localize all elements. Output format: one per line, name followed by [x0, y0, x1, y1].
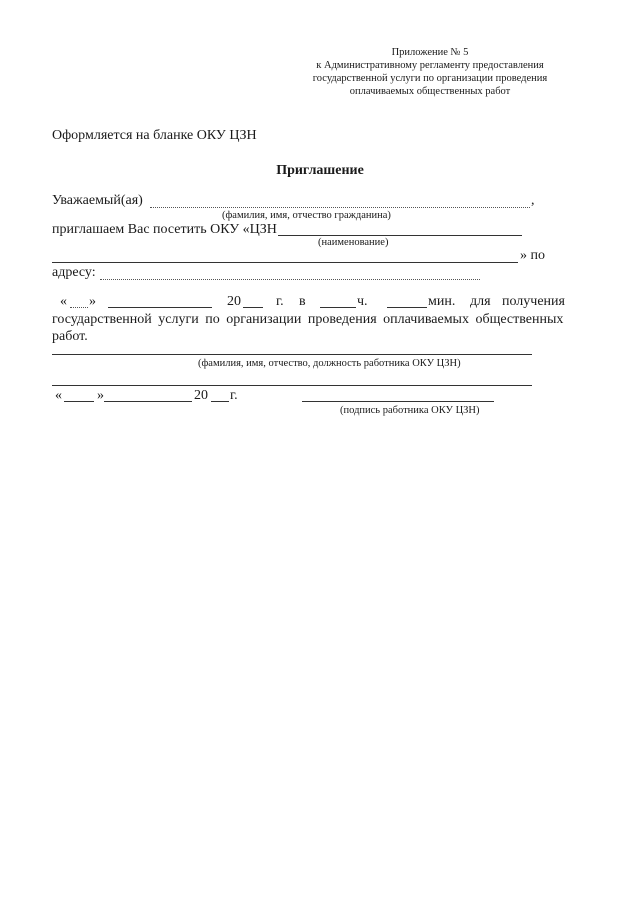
- sign-month-line[interactable]: [104, 401, 192, 402]
- dear-label: Уважаемый(ая): [52, 193, 143, 208]
- service-line: государственной услуги по организации проведения оплачиваемых общественных: [52, 312, 564, 327]
- hours-line[interactable]: [320, 307, 356, 308]
- signature-line[interactable]: [302, 401, 494, 402]
- in-label: в: [299, 294, 306, 309]
- czn-name-line-2[interactable]: [52, 262, 518, 263]
- blank-note: Оформляется на бланке ОКУ ЦЗН: [52, 128, 257, 143]
- year-label: г.: [276, 294, 284, 309]
- appendix-line-4: оплачиваемых общественных работ: [349, 86, 511, 97]
- sign-date-quote-open: «: [55, 388, 62, 403]
- day-line[interactable]: [70, 307, 88, 308]
- for-word: для: [470, 294, 491, 309]
- minutes-label: мин.: [428, 294, 456, 309]
- receiving-word: получения: [502, 294, 565, 309]
- appendix-number: Приложение № 5: [391, 47, 469, 58]
- sign-date-quote-close: »: [97, 388, 104, 403]
- address-line[interactable]: [100, 279, 480, 280]
- date-quote-close: »: [89, 294, 96, 309]
- invite-text: приглашаем Вас посетить ОКУ «ЦЗН: [52, 222, 277, 237]
- czn-name-line[interactable]: [278, 235, 522, 236]
- recipient-name-line[interactable]: [150, 207, 530, 208]
- sign-year-prefix: 20: [194, 388, 208, 403]
- sign-year-label: г.: [230, 388, 238, 403]
- document-title: Приглашение: [276, 163, 364, 178]
- dear-comma: ,: [531, 193, 535, 208]
- worker-caption: (фамилия, имя, отчество, должность работника ОКУ ЦЗН): [198, 358, 461, 369]
- appendix-line-2: к Административному регламенту предоставления: [316, 60, 544, 71]
- year-prefix: 20: [227, 294, 241, 309]
- sign-day-line[interactable]: [64, 401, 94, 402]
- name-caption: (наименование): [318, 237, 389, 248]
- appendix-line-3: государственной услуги по организации проведения: [312, 73, 548, 84]
- year-line[interactable]: [243, 307, 263, 308]
- signature-caption: (подпись работника ОКУ ЦЗН): [340, 405, 480, 416]
- appendix-header: [300, 46, 560, 98]
- hours-label: ч.: [357, 294, 368, 309]
- po-text: » по: [520, 248, 545, 263]
- address-label: адресу:: [52, 265, 96, 280]
- extra-line[interactable]: [52, 385, 532, 386]
- minutes-line[interactable]: [387, 307, 427, 308]
- date-quote-open: «: [60, 294, 67, 309]
- sign-year-line[interactable]: [211, 401, 229, 402]
- works-word: работ.: [52, 329, 88, 344]
- fio-caption: (фамилия, имя, отчество гражданина): [222, 210, 391, 221]
- month-line[interactable]: [108, 307, 212, 308]
- worker-line[interactable]: [52, 354, 532, 355]
